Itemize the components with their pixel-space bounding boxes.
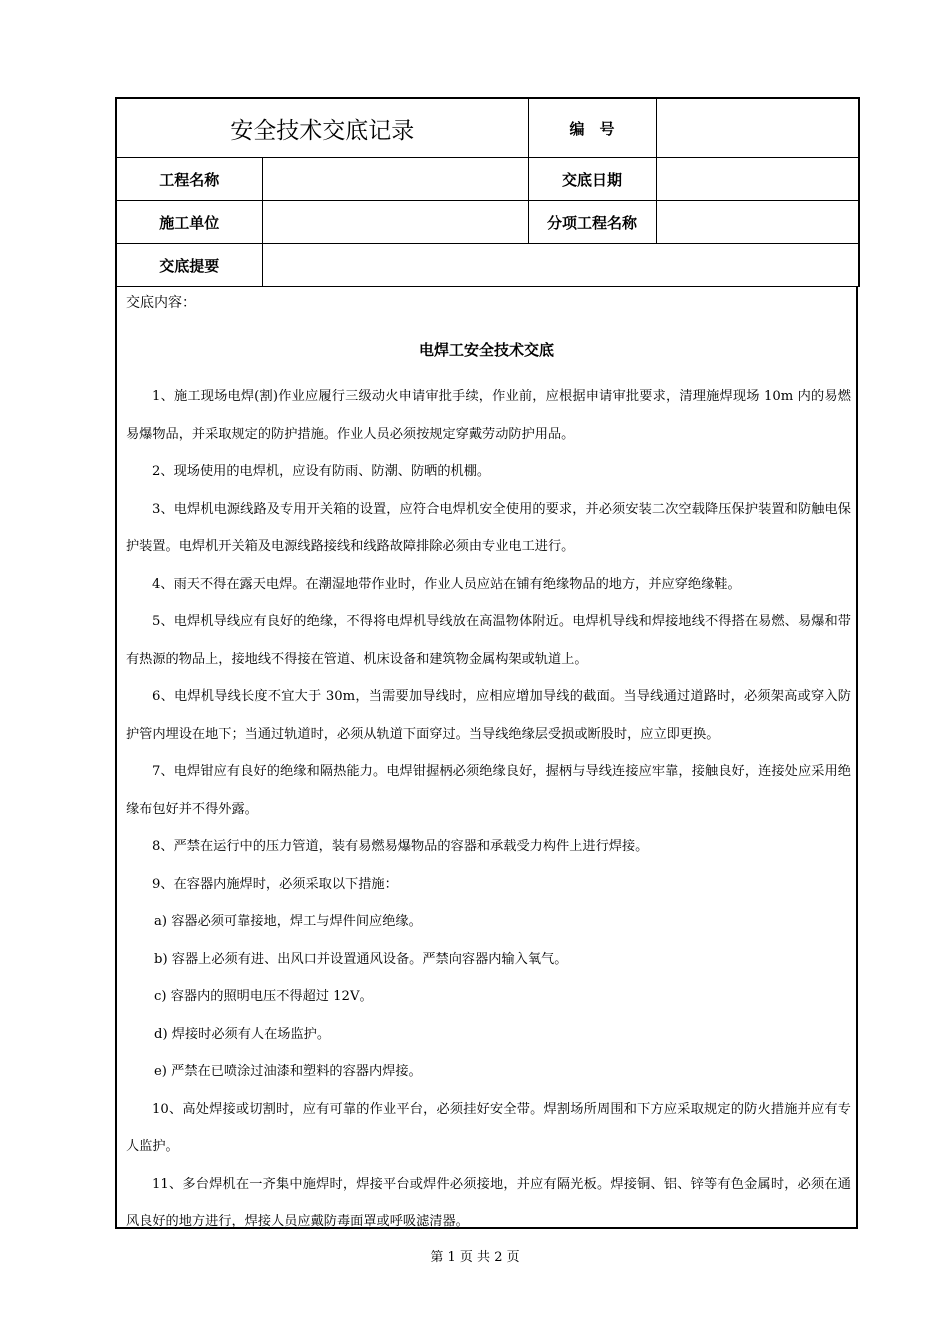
paragraph: 3、电焊机电源线路及专用开关箱的设置，应符合电焊机安全使用的要求，并必须安装二次空载降压保护装置和防触电保护装置。电焊机开关箱及电源线路接线和线路故障排除必须由专业电工进行。	[126, 501, 851, 554]
sub-item: d) 焊接时必须有人在场监护。	[154, 1026, 331, 1042]
page-footer: 第 1 页 共 2 页	[430, 1250, 520, 1265]
paragraph: 2、现场使用的电焊机，应设有防雨、防潮、防晒的机棚。	[152, 464, 491, 479]
number-value	[656, 98, 859, 158]
paragraph: 10、高处焊接或切割时，应有可靠的作业平台，必须挂好安全带。焊割场所周围和下方应采取规定的防火措施并应有专人监护。	[126, 1101, 851, 1154]
number-label: 编 号	[528, 98, 656, 158]
paragraph: 11、多台焊机在一齐集中施焊时，焊接平台或焊件必须接地，并应有隔光板。焊接铜、铝、锌等有色金属时，必须在通风良好的地方进行，焊接人员应戴防毒面罩或呼吸滤清器。	[126, 1176, 851, 1229]
paragraph: 8、严禁在运行中的压力管道，装有易燃易爆物品的容器和承载受力构件上进行焊接。	[152, 839, 649, 854]
sub-item: a) 容器必须可靠接地，焊工与焊件间应绝缘。	[154, 914, 422, 929]
sub-item: e) 严禁在已喷涂过油漆和塑料的容器内焊接。	[154, 1064, 422, 1079]
content-label: 交底内容：	[126, 295, 196, 311]
paragraph: 7、电焊钳应有良好的绝缘和隔热能力。电焊钳握柄必须绝缘良好，握柄与导线连接应牢靠，接触良好，连接处应采用绝缘布包好并不得外露。	[126, 764, 851, 817]
sub-project-label: 分项工程名称	[528, 201, 656, 244]
paragraph: 6、电焊机导线长度不宜大于 30m，当需要加导线时，应相应增加导线的截面。当导线通过道路时，必须架高或穿入防护管内埋设在地下；当通过轨道时，必须从轨道下面穿过。当导线绝缘层受损或断股时，应立即更换。	[126, 689, 851, 742]
header-table	[115, 97, 860, 287]
unit-value	[262, 201, 528, 244]
sub-project-value	[656, 201, 859, 244]
project-name-value	[262, 158, 528, 201]
content-title: 电焊工安全技术交底	[418, 341, 554, 359]
summary-value	[262, 244, 859, 287]
unit-label: 施工单位	[116, 201, 262, 244]
document-title: 安全技术交底记录	[116, 98, 528, 158]
date-value	[656, 158, 859, 201]
paragraph: 1、施工现场电焊(割)作业应履行三级动火申请审批手续，作业前，应根据申请审批要求，清理施焊现场 10m 内的易燃易爆物品，并采取规定的防护措施。作业人员必须按规定穿戴劳动防护用品。	[126, 389, 851, 442]
summary-label: 交底提要	[116, 244, 262, 287]
paragraph: 5、电焊机导线应有良好的绝缘，不得将电焊机导线放在高温物体附近。电焊机导线和焊接地线不得搭在易燃、易爆和带有热源的物品上，接地线不得接在管道、机床设备和建筑物金属构架或轨道上。	[126, 614, 851, 667]
sub-item: b) 容器上必须有进、出风口并设置通风设备。严禁向容器内输入氧气。	[154, 951, 568, 967]
paragraph: 9、在容器内施焊时，必须采取以下措施：	[152, 876, 398, 892]
sub-item: c) 容器内的照明电压不得超过 12V。	[154, 989, 373, 1004]
paragraph: 4、雨天不得在露天电焊。在潮湿地带作业时，作业人员应站在铺有绝缘物品的地方，并应穿绝缘鞋。	[152, 576, 741, 592]
project-name-label: 工程名称	[116, 158, 262, 201]
content-section	[115, 287, 858, 1229]
content-body	[126, 378, 851, 1241]
date-label: 交底日期	[528, 158, 656, 201]
